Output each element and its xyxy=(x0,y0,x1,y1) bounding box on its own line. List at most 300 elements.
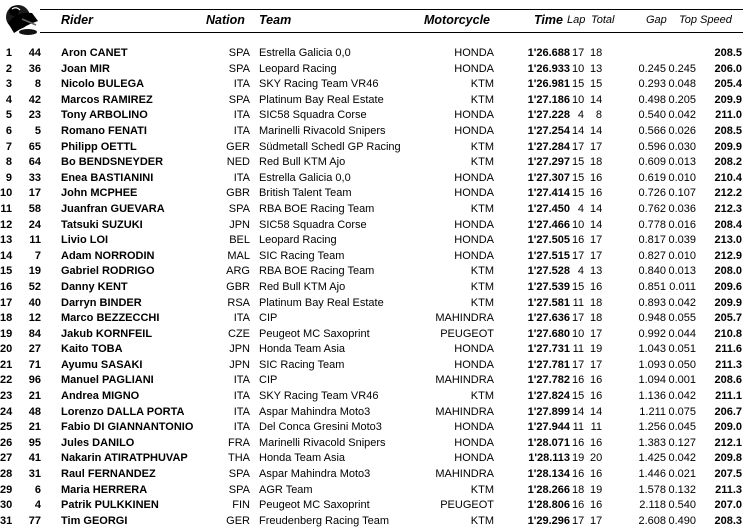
cell-total: 17 xyxy=(590,514,603,527)
cell-gap: 1.256 xyxy=(638,421,666,434)
table-row xyxy=(0,483,745,499)
cell-moto: HONDA xyxy=(454,171,494,184)
cell-moto: MAHINDRA xyxy=(435,405,494,418)
cell-time: 1'27.297 xyxy=(527,156,570,169)
cell-num: 21 xyxy=(28,390,41,403)
table-row xyxy=(0,358,745,374)
cell-lap: 11 xyxy=(572,421,584,434)
table-row xyxy=(0,467,745,483)
cell-pos: 23 xyxy=(0,390,13,403)
cell-team: Estrella Galicia 0,0 xyxy=(259,171,351,184)
cell-pos: 11 xyxy=(0,202,12,215)
cell-rider: Joan MIR xyxy=(61,62,110,75)
cell-rider: Bo BENDSNEYDER xyxy=(61,156,164,169)
cell-time: 1'27.228 xyxy=(527,109,570,122)
cell-pos: 9 xyxy=(5,171,12,184)
table-row xyxy=(0,171,745,187)
cell-speed: 211.6 xyxy=(715,343,742,356)
cell-rider: Andrea MIGNO xyxy=(61,390,140,403)
cell-lap: 4 xyxy=(577,265,584,278)
cell-lap: 18 xyxy=(572,483,585,496)
cell-team: Aspar Mahindra Moto3 xyxy=(259,468,371,481)
cell-lap: 10 xyxy=(572,218,585,231)
cell-pos: 14 xyxy=(0,249,13,262)
cell-total: 19 xyxy=(590,343,603,356)
cell-prev: 0.042 xyxy=(668,296,696,309)
table-row xyxy=(0,420,745,436)
cell-time: 1'27.528 xyxy=(527,265,570,278)
cell-prev: 0.045 xyxy=(668,421,696,434)
cell-team: Estrella Galicia 0,0 xyxy=(259,47,351,59)
cell-total: 16 xyxy=(590,280,603,293)
cell-time: 1'27.450 xyxy=(527,202,570,215)
cell-nat: NED xyxy=(226,156,250,169)
cell-prev: 0.042 xyxy=(668,109,696,122)
table-row xyxy=(0,186,745,202)
cell-num: 31 xyxy=(28,468,41,481)
cell-num: 19 xyxy=(28,265,41,278)
cell-num: 44 xyxy=(28,47,41,59)
cell-time: 1'27.307 xyxy=(527,171,570,184)
cell-prev: 0.011 xyxy=(669,280,696,293)
cell-team: Aspar Mahindra Moto3 xyxy=(259,405,371,418)
cell-num: 77 xyxy=(28,514,41,527)
cell-gap: 0.840 xyxy=(638,265,666,278)
cell-time: 1'27.782 xyxy=(527,374,570,387)
cell-rider: Danny KENT xyxy=(61,280,128,293)
cell-prev: 0.016 xyxy=(668,218,696,231)
cell-prev: 0.042 xyxy=(668,390,696,403)
cell-lap: 4 xyxy=(577,109,584,122)
cell-moto: MAHINDRA xyxy=(435,374,494,387)
cell-pos: 6 xyxy=(5,124,12,137)
cell-nat: CZE xyxy=(228,327,250,340)
cell-num: 84 xyxy=(28,327,41,340)
cell-gap: 0.893 xyxy=(638,296,666,309)
cell-gap: 0.817 xyxy=(638,234,666,247)
cell-moto: PEUGEOT xyxy=(440,327,494,340)
table-row xyxy=(0,264,745,280)
cell-total: 14 xyxy=(590,93,603,106)
cell-moto: HONDA xyxy=(454,436,494,449)
cell-pos: 27 xyxy=(0,452,13,465)
table-row xyxy=(0,498,745,514)
cell-team: CIP xyxy=(259,312,278,325)
cell-total: 11 xyxy=(590,421,602,434)
cell-num: 36 xyxy=(28,62,41,75)
table-row xyxy=(0,140,745,156)
cell-gap: 1.043 xyxy=(638,343,666,356)
cell-prev: 0.127 xyxy=(668,436,696,449)
cell-rider: Marcos RAMIREZ xyxy=(61,93,153,106)
cell-num: 64 xyxy=(28,156,41,169)
cell-team: Südmetall Schedl GP Racing xyxy=(259,140,401,153)
cell-lap: 17 xyxy=(572,312,585,325)
cell-prev: 0.010 xyxy=(668,249,696,262)
cell-speed: 212.1 xyxy=(714,436,742,449)
cell-rider: Maria HERRERA xyxy=(61,483,148,496)
cell-pos: 18 xyxy=(0,312,13,325)
cell-prev: 0.205 xyxy=(668,93,696,106)
cell-nat: GER xyxy=(226,140,250,153)
cell-lap: 16 xyxy=(572,234,585,247)
cell-total: 13 xyxy=(590,62,603,75)
cell-gap: 1.446 xyxy=(638,468,666,481)
cell-num: 23 xyxy=(28,109,41,122)
cell-time: 1'26.933 xyxy=(527,62,570,75)
cell-lap: 17 xyxy=(572,514,585,527)
table-row xyxy=(0,327,745,343)
cell-time: 1'27.944 xyxy=(527,421,570,434)
cell-pos: 12 xyxy=(0,218,13,231)
cell-pos: 13 xyxy=(0,234,13,247)
cell-gap: 1.136 xyxy=(638,390,666,403)
cell-rider: Nicolo BULEGA xyxy=(61,78,145,91)
cell-num: 5 xyxy=(34,124,41,137)
col-rider: Rider xyxy=(61,13,93,27)
cell-total: 16 xyxy=(590,499,603,512)
cell-time: 1'27.284 xyxy=(527,140,570,153)
cell-pos: 5 xyxy=(5,109,12,122)
cell-team: Marinelli Rivacold Snipers xyxy=(259,436,386,449)
cell-gap: 0.245 xyxy=(638,62,666,75)
cell-rider: Juanfran GUEVARA xyxy=(61,202,165,215)
table-row xyxy=(0,342,745,358)
cell-moto: KTM xyxy=(470,514,494,527)
cell-nat: ITA xyxy=(233,390,250,403)
cell-speed: 206.0 xyxy=(714,62,742,75)
cell-gap: 0.609 xyxy=(638,156,666,169)
table-row xyxy=(0,202,745,218)
header-band xyxy=(40,9,743,33)
cell-team: RBA BOE Racing Team xyxy=(259,265,375,278)
col-motorcycle: Motorcycle xyxy=(424,13,490,27)
cell-lap: 15 xyxy=(572,171,585,184)
cell-speed: 207.5 xyxy=(714,468,742,481)
cell-pos: 24 xyxy=(0,405,13,418)
table-row xyxy=(0,93,745,109)
cell-time: 1'27.539 xyxy=(527,280,570,293)
cell-total: 17 xyxy=(590,140,603,153)
cell-total: 20 xyxy=(590,452,603,465)
cell-total: 14 xyxy=(590,124,603,137)
cell-rider: Gabriel RODRIGO xyxy=(61,265,155,278)
table-row xyxy=(0,46,745,62)
cell-speed: 208.4 xyxy=(714,218,742,231)
cell-total: 16 xyxy=(590,187,603,200)
cell-team: CIP xyxy=(259,374,278,387)
cell-prev: 0.055 xyxy=(668,312,696,325)
cell-nat: GER xyxy=(226,514,250,527)
cell-moto: KTM xyxy=(470,296,494,309)
cell-time: 1'26.688 xyxy=(527,47,570,59)
cell-lap: 15 xyxy=(572,280,585,293)
cell-speed: 206.7 xyxy=(714,405,742,418)
cell-total: 17 xyxy=(590,234,603,247)
cell-speed: 208.5 xyxy=(714,124,742,137)
cell-total: 18 xyxy=(590,312,603,325)
cell-gap: 0.498 xyxy=(638,93,666,106)
cell-moto: KTM xyxy=(470,280,494,293)
cell-pos: 22 xyxy=(0,374,13,387)
cell-speed: 209.9 xyxy=(714,140,742,153)
cell-num: 27 xyxy=(28,343,41,356)
cell-total: 18 xyxy=(590,296,603,309)
cell-rider: Fabio DI GIANNANTONIO xyxy=(61,421,194,434)
cell-prev: 0.048 xyxy=(668,78,696,91)
cell-team: SKY Racing Team VR46 xyxy=(259,78,379,91)
cell-nat: FRA xyxy=(228,436,250,449)
cell-time: 1'27.781 xyxy=(527,358,570,371)
cell-gap: 2.118 xyxy=(639,499,666,512)
cell-pos: 8 xyxy=(5,156,12,169)
cell-speed: 205.7 xyxy=(714,312,742,325)
cell-time: 1'27.731 xyxy=(527,343,570,356)
cell-gap: 0.948 xyxy=(638,312,666,325)
cell-speed: 205.4 xyxy=(714,78,742,91)
cell-lap: 16 xyxy=(572,499,585,512)
cell-nat: SPA xyxy=(228,47,250,59)
table-row xyxy=(0,436,745,452)
cell-rider: Kaito TOBA xyxy=(61,343,123,356)
cell-gap: 0.566 xyxy=(638,124,666,137)
cell-moto: HONDA xyxy=(454,421,494,434)
table-row xyxy=(0,280,745,296)
cell-time: 1'27.899 xyxy=(527,405,570,418)
cell-nat: ARG xyxy=(226,265,250,278)
cell-team: SIC58 Squadra Corse xyxy=(259,109,367,122)
cell-prev: 0.001 xyxy=(668,374,696,387)
cell-total: 16 xyxy=(590,374,603,387)
cell-speed: 212.2 xyxy=(714,187,742,200)
cell-num: 4 xyxy=(34,499,41,512)
cell-lap: 10 xyxy=(572,93,585,106)
cell-time: 1'27.254 xyxy=(527,124,570,137)
cell-moto: KTM xyxy=(470,483,494,496)
cell-moto: HONDA xyxy=(454,187,494,200)
cell-rider: Tatsuki SUZUKI xyxy=(61,218,143,231)
cell-total: 19 xyxy=(590,483,603,496)
cell-lap: 14 xyxy=(572,124,585,137)
cell-total: 18 xyxy=(590,47,603,59)
cell-moto: HONDA xyxy=(454,109,494,122)
cell-rider: Ayumu SASAKI xyxy=(61,358,143,371)
cell-pos: 15 xyxy=(0,265,13,278)
cell-team: Honda Team Asia xyxy=(259,452,346,465)
table-row xyxy=(0,62,745,78)
cell-team: SIC58 Squadra Corse xyxy=(259,218,367,231)
cell-time: 1'27.680 xyxy=(527,327,570,340)
cell-prev: 0.013 xyxy=(668,265,696,278)
cell-rider: Jules DANILO xyxy=(61,436,135,449)
cell-time: 1'27.505 xyxy=(527,234,570,247)
cell-nat: SPA xyxy=(228,483,250,496)
cell-total: 15 xyxy=(590,78,603,91)
cell-moto: KTM xyxy=(470,78,494,91)
cell-nat: THA xyxy=(228,452,250,465)
cell-gap: 0.596 xyxy=(638,140,666,153)
cell-lap: 19 xyxy=(572,452,585,465)
table-row xyxy=(0,77,745,93)
cell-speed: 208.2 xyxy=(714,156,742,169)
cell-nat: RSA xyxy=(227,296,250,309)
cell-nat: ITA xyxy=(233,405,250,418)
cell-num: 11 xyxy=(29,234,41,247)
cell-team: SIC Racing Team xyxy=(259,358,345,371)
cell-num: 52 xyxy=(28,280,41,293)
cell-speed: 213.0 xyxy=(714,234,742,247)
cell-num: 33 xyxy=(28,171,41,184)
cell-lap: 15 xyxy=(572,187,585,200)
cell-total: 17 xyxy=(590,327,603,340)
cell-pos: 3 xyxy=(5,78,12,91)
cell-team: SKY Racing Team VR46 xyxy=(259,390,379,403)
cell-pos: 16 xyxy=(0,280,13,293)
cell-moto: HONDA xyxy=(454,452,494,465)
cell-prev: 0.042 xyxy=(668,452,696,465)
cell-num: 24 xyxy=(28,218,41,231)
cell-pos: 20 xyxy=(0,343,13,356)
cell-team: Leopard Racing xyxy=(259,62,337,75)
cell-num: 96 xyxy=(28,374,41,387)
cell-num: 8 xyxy=(34,78,41,91)
cell-time: 1'28.113 xyxy=(528,452,570,465)
cell-pos: 19 xyxy=(0,327,13,340)
cell-total: 17 xyxy=(590,249,603,262)
col-gap: Gap xyxy=(646,14,667,26)
cell-gap: 0.778 xyxy=(638,218,666,231)
cell-num: 71 xyxy=(28,358,41,371)
cell-speed: 209.6 xyxy=(714,280,742,293)
cell-nat: SPA xyxy=(228,468,250,481)
cell-time: 1'27.636 xyxy=(527,312,570,325)
cell-gap: 0.992 xyxy=(638,327,666,340)
cell-speed: 209.8 xyxy=(714,452,742,465)
cell-prev: 0.044 xyxy=(668,327,696,340)
cell-lap: 11 xyxy=(572,343,584,356)
cell-total: 8 xyxy=(595,109,602,122)
cell-prev: 0.132 xyxy=(668,483,696,496)
cell-pos: 25 xyxy=(0,421,13,434)
cell-rider: Manuel PAGLIANI xyxy=(61,374,154,387)
cell-prev: 0.107 xyxy=(668,187,696,200)
cell-lap: 4 xyxy=(577,202,584,215)
cell-moto: KTM xyxy=(470,93,494,106)
cell-num: 65 xyxy=(28,140,41,153)
table-row xyxy=(0,296,745,312)
cell-rider: Adam NORRODIN xyxy=(61,249,155,262)
cell-gap: 0.827 xyxy=(638,249,666,262)
cell-prev: 0.036 xyxy=(668,202,696,215)
cell-team: RBA BOE Racing Team xyxy=(259,202,375,215)
cell-speed: 212.9 xyxy=(714,249,742,262)
table-row xyxy=(0,233,745,249)
cell-rider: Philipp OETTL xyxy=(61,140,137,153)
cell-rider: Romano FENATI xyxy=(61,124,147,137)
table-row xyxy=(0,405,745,421)
cell-pos: 4 xyxy=(5,93,12,106)
cell-pos: 7 xyxy=(5,140,12,153)
cell-gap: 0.540 xyxy=(638,109,666,122)
cell-nat: MAL xyxy=(227,249,250,262)
cell-lap: 16 xyxy=(572,468,585,481)
cell-rider: Aron CANET xyxy=(61,47,128,59)
table-row xyxy=(0,311,745,327)
cell-num: 6 xyxy=(34,483,41,496)
cell-gap: 1.211 xyxy=(639,405,666,418)
cell-total: 16 xyxy=(590,436,603,449)
cell-pos: 21 xyxy=(0,358,13,371)
cell-rider: Enea BASTIANINI xyxy=(61,171,154,184)
cell-team: AGR Team xyxy=(259,483,313,496)
cell-team: Peugeot MC Saxoprint xyxy=(259,327,370,340)
cell-moto: KTM xyxy=(470,156,494,169)
cell-rider: John MCPHEE xyxy=(61,187,138,200)
cell-nat: FIN xyxy=(232,499,250,512)
cell-total: 16 xyxy=(590,468,603,481)
cell-time: 1'29.296 xyxy=(527,514,570,527)
cell-nat: JPN xyxy=(229,343,250,356)
col-team: Team xyxy=(259,13,292,27)
cell-lap: 17 xyxy=(572,47,585,59)
cell-moto: KTM xyxy=(470,265,494,278)
cell-speed: 209.9 xyxy=(714,93,742,106)
table-header xyxy=(0,0,745,38)
cell-time: 1'27.581 xyxy=(527,296,570,309)
cell-gap: 0.619 xyxy=(638,171,666,184)
cell-rider: Livio LOI xyxy=(61,234,109,247)
cell-time: 1'27.466 xyxy=(527,218,570,231)
cell-time: 1'27.824 xyxy=(527,390,570,403)
cell-team: Red Bull KTM Ajo xyxy=(259,156,346,169)
cell-gap: 1.093 xyxy=(638,358,666,371)
cell-team: Freudenberg Racing Team xyxy=(259,514,390,527)
cell-lap: 17 xyxy=(572,358,585,371)
cell-nat: ITA xyxy=(233,171,250,184)
cell-pos: 2 xyxy=(5,62,12,75)
cell-time: 1'28.071 xyxy=(527,436,570,449)
cell-prev: 0.010 xyxy=(668,171,696,184)
cell-time: 1'28.806 xyxy=(527,499,570,512)
cell-prev: 0.013 xyxy=(668,156,696,169)
cell-lap: 17 xyxy=(572,249,585,262)
col-lap: Lap xyxy=(567,14,586,26)
cell-speed: 208.5 xyxy=(714,47,742,59)
cell-speed: 212.3 xyxy=(714,202,742,215)
cell-rider: Marco BEZZECCHI xyxy=(61,312,160,325)
cell-team: Del Conca Gresini Moto3 xyxy=(259,421,382,434)
cell-lap: 15 xyxy=(572,390,585,403)
cell-pos: 28 xyxy=(0,468,13,481)
cell-prev: 0.540 xyxy=(668,499,696,512)
cell-team: Leopard Racing xyxy=(259,234,337,247)
cell-num: 42 xyxy=(28,93,41,106)
cell-speed: 207.0 xyxy=(714,499,742,512)
cell-lap: 16 xyxy=(572,374,585,387)
cell-nat: SPA xyxy=(228,62,250,75)
col-time: Time xyxy=(534,13,563,27)
cell-speed: 210.8 xyxy=(714,327,742,340)
cell-team: Red Bull KTM Ajo xyxy=(259,280,346,293)
cell-speed: 211.1 xyxy=(715,390,742,403)
cell-rider: Raul FERNANDEZ xyxy=(61,468,156,481)
cell-lap: 11 xyxy=(572,296,584,309)
cell-lap: 16 xyxy=(572,436,585,449)
cell-gap: 1.578 xyxy=(638,483,666,496)
cell-team: Platinum Bay Real Estate xyxy=(259,296,384,309)
cell-pos: 26 xyxy=(0,436,13,449)
cell-num: 40 xyxy=(28,296,41,309)
